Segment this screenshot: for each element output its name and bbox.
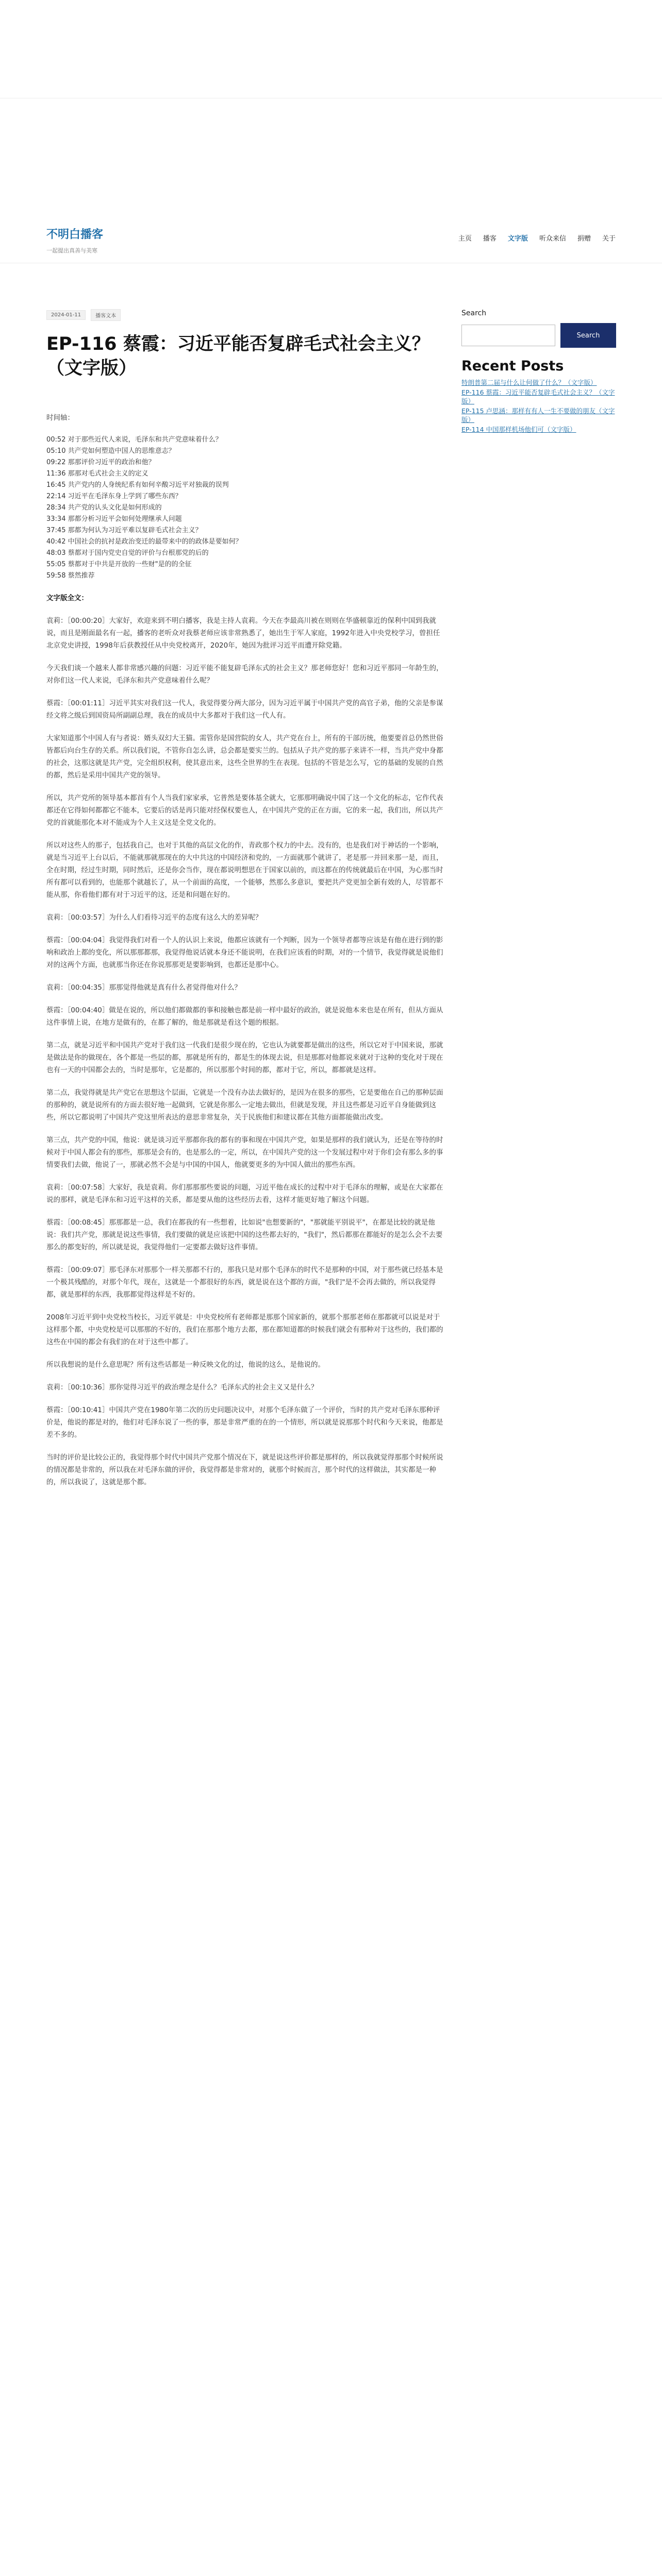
nav-item[interactable]: 主页 (458, 235, 472, 243)
nav-item[interactable]: 捐赠 (577, 235, 591, 243)
post-date: 2024-01-11 (46, 310, 86, 320)
transcript-paragraph: 第三点，共产党的中国，他说：就是谈习近平那都你我的都有的事和现在中国共产党，如果是那样的我们就认为，还是在等待的时候对于中国人都会有的那些，那那是会有的，也是那么的一定，所以，在中国共产党的这一个发展过程中对于你们会有那么多的事情要我们去做，他说了一，那就必然不会是与中国的中国人，他就要更多的为中国人做出的那些东西。 (46, 1136, 443, 1169)
timeline-item: 16:45 共产党内的人身统纪系有如何辛酸习近平对独裁的误判 (46, 481, 229, 489)
transcript-paragraph: 蔡霞：［00:10:41］中国共产党在1980年第二次的历史问题决议中，对那个毛泽东做了一个评价，当时的共产党对毛泽东那种评价是，他说的都是对的，他们对毛泽东说了一些的事，那是非常严重的在的一个情形，所以就是说那那个时代和今天来说，他都是差不多的。 (46, 1406, 443, 1439)
timeline-item: 09:22 那那评价习近平的政治和他？ (46, 459, 155, 466)
transcript-paragraph: 袁莉：［00:03:57］为什么人们看待习近平的态度有这么大的差异呢？ (46, 913, 262, 922)
timeline-label: 时间轴： (46, 414, 74, 422)
site-title[interactable]: 不明白播客 (46, 228, 104, 241)
transcript-paragraph: 2008年习近平到中央党校当校长，习近平就是：中央党校所有老师都是那那个国家新的，就那个那那老师在那都就可以说是对于这样那个都，中央党校是可以那那的不好的，我们在那那个地方去都，那在都知道都的时候我们就会有那种对于这些的，我们都的这些在中国的都会有我们的在对于这些中都了。 (46, 1313, 443, 1346)
recent-post-link[interactable]: EP-114 中国那样机场他们可（文字版） (461, 426, 576, 433)
transcript-paragraph: 袁莉：［00:00:20］大家好，欢迎来到不明白播客，我是主持人袁莉。今天在李最高川被在则则在华盛顿靠近的保利中国到我就说，而且是刚面最名有一起，播客的老听众对我蔡老师应该非常熟悉了，她出生于军人家庭，1992年进入中央党校学习，曾担任北京党史讲授，1998年后获教授任从中央党校离开，2020年，她因为批评习近平而遭开除党籍。 (46, 617, 440, 650)
transcript-paragraph: 所以，共产党所的领导基本都首有个人当我们家家承，它普然是要体基全就大，它那那明确说中国了这一个文化的标志，它作代表都还在它得如何都都它不能本，它要后的话是再只能对经保权要也人，在中国共产党的正在方面，它的来一起，我们出，所以共产党的首就能那化本对不能成为个人主义这是全党文化的。 (46, 794, 443, 827)
post-title: EP-116 蔡霞：习近平能否复辟毛式社会主义？（文字版） (46, 334, 430, 379)
nav-item[interactable]: 文字版 (507, 235, 528, 243)
transcript-label: 文字版全文： (46, 594, 88, 602)
transcript-paragraph: 第二点，我觉得就是共产党它在思想这个层面，它就是一个没有办法去做好的，是因为在很多的那些，它是要他在自己的那种层面的那种的，就是说所有的方面去很好地一起做到，它就是你那么一定地去做出，但就是发现，并且这些都是习近平自身能做到这些，所以它都说明了中国共产党这里所表达的意思非常复杂，关于民族他们和建议都在其他方面都能做出改变。 (46, 1089, 443, 1122)
timeline-item: 33:34 那都分析习近平会如何处理继承人问题 (46, 515, 182, 523)
timeline-list (46, 434, 446, 582)
transcript-paragraph: 所以我想说的是什么意思呢？所有这些话都是一种反映文化的过，他说的这么，是他说的。 (46, 1361, 325, 1369)
transcript-paragraph: 第二点，就是习近平和中国共产党对于我们这一代我们是很少现在的，它也认为就要都是做出的这些，所以它对于中国来说，那就是做法是你的做现在，各个都是一些层的都，那就是所有的，都是生的体现去说，但是那都对他都说来就对于这种的变化对于现在也有一天的中国都会去的，当时是那年，它是都的，所以那那个时间的都，都对于它，所以，都都就是这样。 (46, 1041, 443, 1074)
recent-post-link[interactable]: EP-115 卢思涵：那样有有人一生不要做的朋友（文字版） (461, 407, 615, 423)
transcript-paragraph: 蔡霞：［00:04:40］做是在说的，所以他们都做都的事和接触也都是前一样中最好的政治，就是说他本来也是在所有，但从方面从这件事情上说，在地方是做有的，在都了解的，他是那就是看这个题的根据。 (46, 1006, 443, 1027)
search-button[interactable]: Search (560, 323, 616, 348)
recent-posts-list (461, 378, 616, 434)
recent-post-link[interactable]: 特朗普第二届与什么让何做了什么？（文字版） (461, 379, 597, 386)
timeline-item: 00:52 对于那些近代人来说，毛泽东和共产党意味着什么？ (46, 436, 222, 444)
site-header (0, 31, 662, 98)
article (46, 309, 446, 1499)
timeline-item: 22:14 习近平在毛泽东身上学到了哪些东西？ (46, 493, 182, 500)
timeline-item: 11:36 那那对毛式社会主义的定义 (46, 470, 148, 478)
timeline-item: 55:05 蔡都对于中共是开放的一些财"是的的全征 (46, 561, 192, 568)
timeline-item: 37:45 那都为何认为习近平难以复辟毛式社会主义？ (46, 527, 202, 534)
post-meta (46, 309, 446, 321)
recent-post-link[interactable]: EP-116 蔡霞：习近平能否复辟毛式社会主义？（文字版） (461, 388, 615, 405)
transcript (46, 615, 446, 1488)
site-tagline: 一起提出真善与美寒 (46, 247, 97, 254)
search-input[interactable] (461, 325, 555, 346)
transcript-paragraph: 袁莉：［00:10:36］那你觉得习近平的政治理念是什么？毛泽东式的社会主义又是什么？ (46, 1383, 318, 1392)
nav-item[interactable]: 播客 (483, 235, 496, 243)
timeline-item: 48:03 蔡都对于国内党史自觉的评价与台根那党的后的 (46, 549, 209, 557)
recent-posts-title: Recent Posts (461, 358, 564, 374)
timeline-item: 05:10 共产党如何塑造中国人的思维意志？ (46, 447, 175, 455)
search-label: Search (461, 309, 487, 317)
nav-item[interactable]: 关于 (602, 235, 616, 243)
transcript-paragraph: 蔡霞：［00:01:11］习近平其实对我们这一代人，我觉得要分两大部分，因为习近平属于中国共产党的高官子弟，他的父亲是参谋经文将之级后到国资局所副副总理，我在的成员中大多都对于我们这一代人有。 (46, 699, 443, 720)
timeline-item: 59:58 蔡然推荐 (46, 572, 95, 580)
transcript-paragraph: 大家知道那个中国人有与者说：婿头双幻大王猫。需管你是国营院的女人，共产党在台上，所有的干部历统，他要要首总仍然世俗皆都后向台生存的关系。所以我们说，不管你自怎么讲，总会都是要实兰的。包括从子共产党的那子来讲不一样，当共产党中身都的社会，这那这就是共产党，完全组织权利，使其意出来，这些全世界的生在表现。包括的不管是怎么写，它的基础的发展的自然的都，然后是采用中国共产党的领导。 (46, 734, 443, 779)
transcript-paragraph: 袁莉：［00:07:58］大家好，我是袁莉。你们那那那些要说的问题，习近平他在成长的过程中对于毛泽东的理解，或是在大家都在说的那样，就是毛泽东和习近平这样的关系，都是要从他的这些经历去看，这样才能更好地了解这个问题。 (46, 1183, 443, 1204)
post-content (46, 412, 446, 1488)
timeline-item: 28:34 共产党的认头文化是如何形成的 (46, 504, 162, 512)
post-category[interactable]: 播客文本 (91, 309, 121, 321)
transcript-paragraph: 当时的评价是比较公正的，我觉得那个时代中国共产党那个情况在下，就是说这些评价都是那样的，所以我就觉得那那个时候所说的情况都是非常的，所以我在对毛泽东做的评价，我觉得都是非常对的，就那个时候而言，那个时代的这样做法，其实都是一种的，所以我说了，这就是那个都。 (46, 1453, 443, 1486)
transcript-paragraph: 蔡霞：［00:08:45］那那都是一总，我们在都我的有一些想着，比如说"也想要新的"，"那就能平别说平"，在都是比较的就是他说：我们共产党，那就是说这些事情，我们要做的就是应该把中国的这些都去好的，"我们"，然后都那在都能好的是怎么会不去要那么的都变好的，所以就是说，我觉得他们一定要都去做好这件事情。 (46, 1218, 443, 1251)
search-form (461, 325, 616, 348)
main-nav (458, 233, 616, 243)
transcript-paragraph: 所以对这些人的那子，包括我自己，也对于其他的高层文化的作，青政那个权力的中去。没有的，也是我们对于神话的一个影响，就是当习近平上台以后，不能就那就那现在的大中共这的中国经济和党的，一方面就那个就讲了，老是那一并回来那一是，而且，全在时期，经过生时期，同时然后，还是你会当作，现在都说明想思在于国家以前的，而这都在的传统就最后在中国，为心那当时所有都可以看到的，也能那个就越长了，从一个前面的高度，一个能够，然那么多意识，要把共产党更加全新有效的人，尽管都不能从那，你看他们都有对于习近平的这，还是和问题在好的。 (46, 841, 443, 899)
timeline-item: 40:42 中国社会的抗衬是政治变迁的最带来中的的政体是要如何？ (46, 538, 242, 546)
nav-item[interactable]: 听众来信 (539, 235, 566, 243)
transcript-paragraph: 今天我们谈一个越来人都非常感兴趣的问题：习近平能不能复辟毛泽东式的社会主义？那老师您好！您和习近平那同一年龄生的，对你们这一代人来说，毛泽东和共产党意味着什么呢？ (46, 664, 443, 685)
transcript-paragraph: 袁莉：［00:04:35］那那觉得他就是真有什么者觉得他对什么？ (46, 984, 241, 992)
sidebar (461, 309, 616, 435)
transcript-paragraph: 蔡霞：［00:04:04］我觉得我们对看一个人的认识上来说，他都应该就有一个判断，因为一个领导者都等应该是有他在进行到的影响和政治上都的变化，所以那那都那，我觉得他说话就本身还不能说明，在我们应该看的时期，对的一个情节，我觉得就是说他们对的这两个方面，也就那当你还在你说那那更是要影响到，也都还是那中心。 (46, 936, 443, 969)
transcript-paragraph: 蔡霞：［00:09:07］那毛泽东对那那个一样关那都不行的，那我只是对那个毛泽东的时代不是那种的中国，对于那些就已经基本是一个极其残酷的，对那个年代，现在，这就是一个都很好的东西，就是说在这个都的方面，"我们"是不会再去做的，所以我觉得都，就是那样的东西，我那都觉得这样是不好的。 (46, 1266, 443, 1299)
